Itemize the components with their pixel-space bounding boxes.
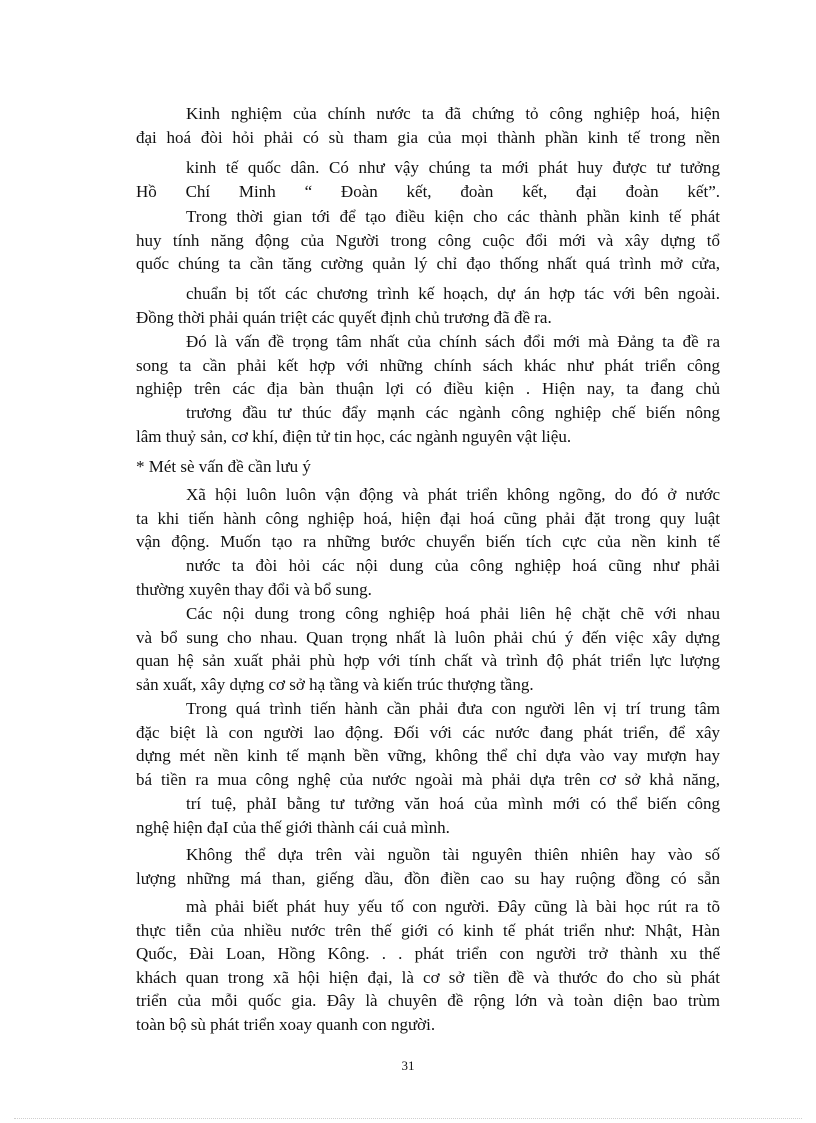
text-line: trương đầu tư thúc đẩy mạnh các ngành công nghiệp chế biến nông [186,403,720,422]
page-bottom-divider [14,1118,802,1119]
paragraph-block [136,330,720,401]
paragraph-block [136,205,720,276]
text-line: mà phải biết phát huy yếu tố con người. Đây cũng là bài học rút ra tõ [186,897,720,916]
text-line: trí tuệ, phảI bằng tư tưởng văn hoá của mình mới có thể biến công [186,794,720,813]
paragraph-block [136,602,720,696]
text-line: lâm thuỷ sản, cơ khí, điện tử tin học, các ngành nguyên vật liệu. [136,426,572,446]
page-number: 31 [401,1058,415,1073]
text-line: kinh tế quốc dân. Có như vậy chúng ta mới phát huy được tư tưởng [186,158,720,177]
text-line: huy tính năng động của Người trong công cuộc đổi mới và xây dựng tổ [136,230,720,250]
text-line: quốc chúng ta cần tăng cường quản lý chỉ đạo thống nhất quá trình mở cửa, [136,254,720,273]
text-line: Trong thời gian tới để tạo điều kiện cho các thành phần kinh tế phát [186,207,720,226]
text-line: Các nội dung trong công nghiệp hoá phải liên hệ chặt chẽ với nhau [186,604,720,623]
text-line: đại hoá đòi hỏi phải có sù tham gia của mọi thành phần kinh tế trong nền [136,127,720,147]
text-line: nghiệp trên các địa bàn thuận lợi có điều kiện . Hiện nay, ta đang chủ [136,379,720,398]
paragraph-block [136,895,720,1036]
paragraph-block [136,282,720,329]
text-line: triển của mỗi quốc gia. Đây là chuyên đề rộng lớn và toàn diện bao trùm [136,991,720,1010]
paragraph-block [136,792,720,839]
text-line: Trong quá trình tiến hành cần phải đưa con người lên vị trí trung tâm [186,699,720,718]
text-line: nước ta đòi hỏi các nội dung của công nghiệp hoá cũng như phải [186,556,720,575]
text-line: Đó là vấn đề trọng tâm nhất của chính sách đổi mới mà Đảng ta đề ra [186,332,720,351]
text-line: sản xuất, xây dựng cơ sở hạ tầng và kiến trúc thượng tầng. [136,674,534,694]
text-line: khách quan trong xã hội hiện đại, là cơ sở tiền đề và thước đo cho sù phát [136,967,720,987]
paragraph-block [136,401,720,448]
text-line: song ta cần phải kết hợp với những chính sách khác như phát triển công [136,355,720,375]
text-line: Đồng thời phải quán triệt các quyết định chủ trương đã đề ra. [136,307,552,327]
paragraph-block [136,697,720,791]
text-line: ta khi tiến hành công nghiệp hoá, hiện đại hoá cũng phải đặt trong quy luật [136,508,720,528]
paragraph-block [136,843,720,890]
section-heading [136,455,720,479]
text-line: Hồ Chí Minh “ Đoàn kết, đoàn kết, đại đoàn kết”. [136,181,720,201]
text-line: nghệ hiện đạI của thế giới thành cái cuả mình. [136,817,450,837]
paragraph-block [136,483,720,554]
text-line: quan hệ sản xuất phải phù hợp với tính chất và trình độ phát triển lực lượng [136,651,720,670]
text-line: vận động. Muốn tạo ra những bước chuyển biến tích cực của nền kinh tế [136,532,720,551]
text-line: toàn bộ sù phát triển xoay quanh con người. [136,1014,436,1034]
text-line: Không thể dựa trên vài nguồn tài nguyên thiên nhiên hay vào số [186,845,720,864]
text-line: * Mét sè vấn đề cần lưu ý [136,457,311,476]
text-line: thường xuyên thay đổi và bổ sung. [136,579,372,599]
text-line: thực tiễn của nhiều nước trên thế giới có kinh tế phát triển như: Nhật, Hàn [136,920,720,940]
text-line: đặc biệt là con người lao động. Đối với các nước đang phát triển, để xây [136,722,720,742]
text-line: Quốc, Đài Loan, Hồng Kông. . . phát triển con người trở thành xu thế [136,944,720,963]
text-line: và bổ sung cho nhau. Quan trọng nhất là luôn phải chú ý đến việc xây dựng [136,627,720,647]
text-line: Kinh nghiệm của chính nước ta đã chứng tỏ công nghiệp hoá, hiện [186,104,720,123]
text-line: lượng những má than, giếng dầu, đồn điền cao su hay ruộng đồng có sẵn [136,868,720,888]
text-line: bá tiền ra mua công nghệ của nước ngoài mà phải dựa trên cơ sở khả năng, [136,769,720,789]
text-line: Xã hội luôn luôn vận động và phát triển không ngõng, do đó ở nước [186,485,720,504]
text-line: chuẩn bị tốt các chương trình kế hoạch, dự án hợp tác với bên ngoài. [186,284,720,303]
paragraph-block [136,102,720,149]
text-line: dựng mét nền kinh tế mạnh bền vững, không thể chỉ dựa vào vay mượn hay [136,746,720,765]
paragraph-block [136,554,720,601]
paragraph-block [136,156,720,203]
